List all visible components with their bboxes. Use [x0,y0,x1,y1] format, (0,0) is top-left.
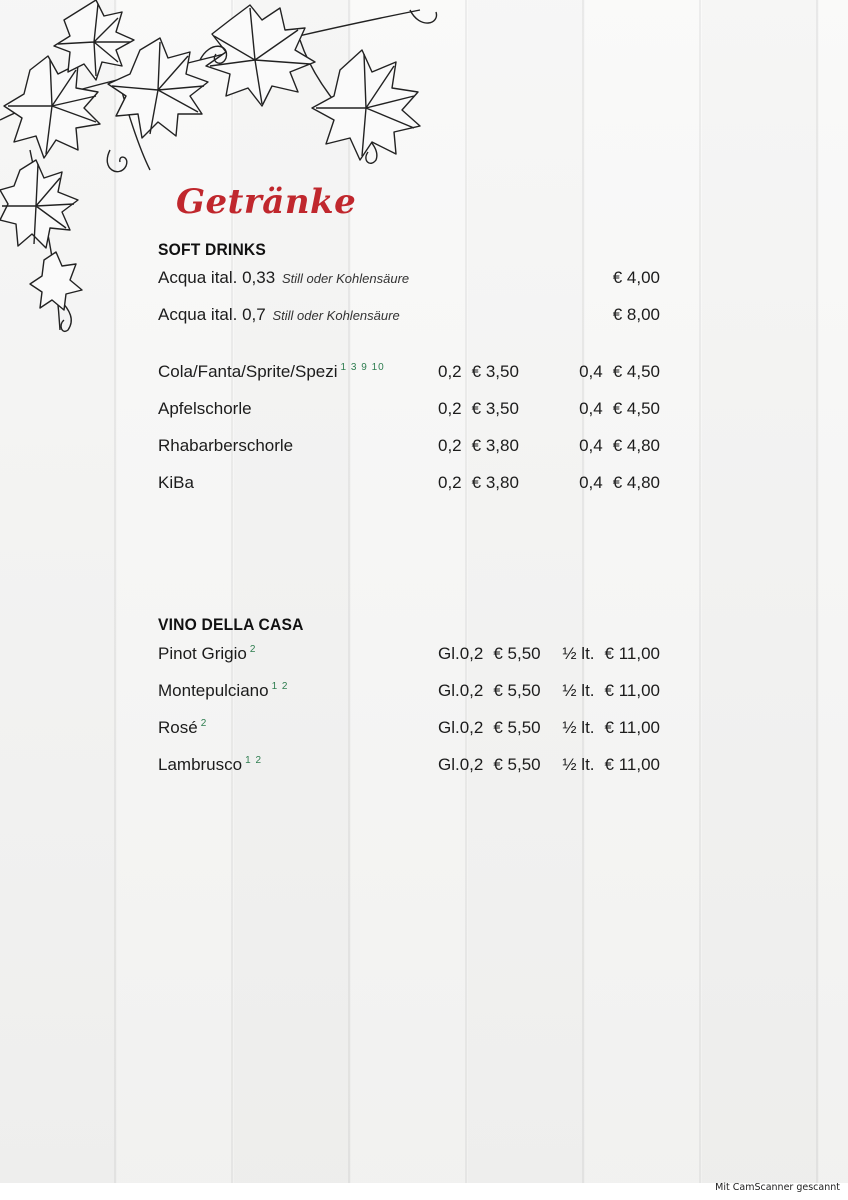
menu-row-soft-drink [158,473,660,497]
size-large: 0,4 [579,436,603,455]
price-small [438,473,519,493]
size-large: 0,4 [579,362,603,381]
item-name-group [158,268,409,288]
price-half-liter-value: € 11,00 [604,718,660,737]
price-half-liter-value: € 11,00 [604,644,660,663]
section-heading-wine: VINO DELLA CASA [158,615,304,634]
item-name-group [158,362,385,382]
page-title: Getränke [176,182,357,222]
price-glass-value: € 5,50 [493,718,541,737]
menu-row-wine [158,644,660,668]
scanner-watermark: Mit CamScanner gescannt [715,1182,840,1193]
allergen-superscript: 2 [249,644,257,655]
size-glass: Gl.0,2 [438,644,484,663]
size-large: 0,4 [579,399,603,418]
size-small: 0,2 [438,436,462,455]
price-large [579,362,660,382]
size-half-liter: ½ lt. [562,755,595,774]
item-price: € 4,00 [612,268,660,287]
price-large-value: € 4,50 [612,362,660,381]
menu-row-soft-drink [158,436,660,460]
size-half-liter: ½ lt. [562,718,595,737]
item-name: Lambrusco [158,755,243,774]
price-half-liter [562,644,660,664]
price-glass [438,644,541,664]
item-name: Apfelschorle [158,399,252,418]
menu-row-wine [158,755,660,779]
price-large-value: € 4,80 [612,473,660,492]
price-large [579,436,660,456]
price-small-value: € 3,80 [471,436,519,455]
size-half-liter: ½ lt. [562,644,595,663]
item-name: Cola/Fanta/Sprite/Spezi [158,362,338,381]
price-glass [438,681,541,701]
price-half-liter-value: € 11,00 [604,755,660,774]
price-half-liter [562,755,660,775]
price-half-liter [562,681,660,701]
price-small-value: € 3,80 [471,473,519,492]
price-small-value: € 3,50 [471,399,519,418]
size-half-liter: ½ lt. [562,681,595,700]
size-glass: Gl.0,2 [438,755,484,774]
wood-plank [702,0,819,1185]
item-name: Acqua ital. 0,7 [158,305,266,324]
price-large [579,473,660,493]
menu-row-water [158,268,660,292]
price-small [438,399,519,419]
price-small [438,362,519,382]
price-half-liter-value: € 11,00 [604,681,660,700]
allergen-superscript: 2 [200,718,208,729]
allergen-superscript: 1 2 [271,681,289,692]
price-half-liter [562,718,660,738]
item-name: Acqua ital. 0,33 [158,268,276,287]
item-name-group [158,755,262,775]
price-glass [438,755,541,775]
item-name-group [158,681,288,701]
size-glass: Gl.0,2 [438,681,484,700]
allergen-superscript: 1 2 [245,755,263,766]
section-heading-soft-drinks: SOFT DRINKS [158,240,267,259]
item-name: Rosé [158,718,198,737]
item-note: Still oder Kohlensäure [272,308,400,323]
item-name-group [158,305,400,325]
size-large: 0,4 [579,473,603,492]
item-name: KiBa [158,473,194,492]
price-large-value: € 4,50 [612,399,660,418]
price-large [579,399,660,419]
item-price: € 8,00 [612,305,660,324]
item-name: Pinot Grigio [158,644,247,663]
size-small: 0,2 [438,473,462,492]
price-glass [438,718,541,738]
item-name: Rhabarberschorle [158,436,294,455]
item-name-group [158,718,207,738]
size-glass: Gl.0,2 [438,718,484,737]
menu-row-soft-drink [158,362,660,386]
price-glass-value: € 5,50 [493,681,541,700]
menu-row-wine [158,681,660,705]
price-glass-value: € 5,50 [493,755,541,774]
price-small-value: € 3,50 [471,362,519,381]
allergen-superscript: 1 3 9 10 [340,362,385,373]
price-large-value: € 4,80 [612,436,660,455]
menu-row-wine [158,718,660,742]
item-name-group [158,644,256,664]
item-note: Still oder Kohlensäure [281,271,410,286]
price-small [438,436,519,456]
price-glass-value: € 5,50 [493,644,541,663]
item-name: Montepulciano [158,681,269,700]
size-small: 0,2 [438,399,462,418]
size-small: 0,2 [438,362,462,381]
menu-row-soft-drink [158,399,660,423]
menu-row-water [158,305,660,329]
wood-plank [468,0,585,1185]
